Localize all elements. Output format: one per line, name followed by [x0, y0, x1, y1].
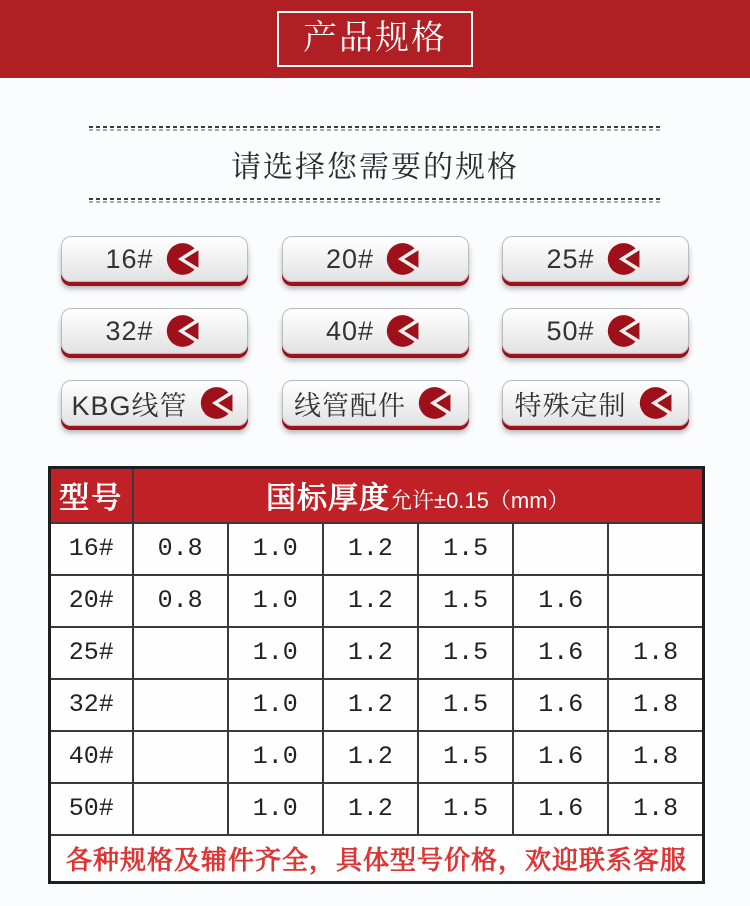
spec-button-label: 16# — [105, 243, 154, 274]
model-cell: 40# — [50, 731, 133, 783]
section-subtitle: 请选择您需要的规格 — [231, 151, 519, 184]
click-pie-icon — [386, 240, 424, 278]
thickness-cell — [608, 523, 703, 575]
banner — [0, 0, 750, 78]
thickness-cell: 1.6 — [513, 627, 608, 679]
thickness-header-title: 国标厚度 — [266, 482, 390, 516]
click-pie-icon — [607, 312, 645, 350]
spec-button-6[interactable] — [61, 380, 248, 426]
thickness-cell: 1.5 — [418, 575, 513, 627]
dash-row-light — [89, 201, 661, 203]
thickness-cell: 1.8 — [608, 783, 703, 835]
dash-row-light — [89, 129, 661, 131]
spec-button-label: 25# — [546, 243, 595, 274]
thickness-cell: 1.6 — [513, 679, 608, 731]
table-header-row — [50, 468, 704, 523]
thickness-cell: 1.2 — [323, 731, 418, 783]
thickness-cell: 1.6 — [513, 731, 608, 783]
thickness-cell: 0.8 — [133, 523, 228, 575]
spec-table — [48, 466, 705, 884]
table-row — [50, 679, 704, 731]
spec-button-2[interactable] — [502, 236, 689, 282]
click-pie-icon — [166, 312, 204, 350]
choose-section — [0, 126, 750, 203]
click-pie-icon — [200, 384, 238, 422]
thickness-cell: 1.0 — [228, 679, 323, 731]
thickness-cell: 1.2 — [323, 783, 418, 835]
model-cell: 20# — [50, 575, 133, 627]
spec-button-1[interactable] — [282, 236, 469, 282]
table-row — [50, 783, 704, 835]
click-pie-icon — [639, 384, 677, 422]
click-pie-icon — [607, 240, 645, 278]
thickness-cell — [133, 783, 228, 835]
thickness-cell: 1.5 — [418, 783, 513, 835]
spec-button-5[interactable] — [502, 308, 689, 354]
dash-row-dark — [89, 126, 661, 128]
spec-button-0[interactable] — [61, 236, 248, 282]
divider-dashed-bottom — [89, 198, 661, 203]
thickness-cell: 1.2 — [323, 679, 418, 731]
thickness-cell: 1.8 — [608, 627, 703, 679]
thickness-cell: 1.8 — [608, 731, 703, 783]
spec-button-label: 40# — [325, 315, 375, 346]
thickness-cell: 1.0 — [228, 731, 323, 783]
spec-button-3[interactable] — [61, 308, 248, 354]
table-row — [50, 523, 704, 575]
thickness-cell: 1.6 — [513, 783, 608, 835]
thickness-cell: 1.2 — [323, 575, 418, 627]
thickness-cell — [513, 523, 608, 575]
thickness-cell: 1.5 — [418, 523, 513, 575]
thickness-cell: 1.8 — [608, 679, 703, 731]
spec-button-label: 特殊定制 — [514, 390, 627, 421]
thickness-cell: 1.5 — [418, 679, 513, 731]
model-cell: 32# — [50, 679, 133, 731]
model-column-header: 型号 — [50, 468, 133, 523]
thickness-cell: 1.2 — [323, 523, 418, 575]
table-row — [50, 627, 704, 679]
thickness-cell: 1.2 — [323, 627, 418, 679]
thickness-cell: 1.6 — [513, 575, 608, 627]
table-note-row — [50, 835, 704, 883]
spec-button-grid — [0, 236, 750, 426]
thickness-cell — [608, 575, 703, 627]
thickness-header-tolerance: 允许±0.15（mm） — [390, 488, 570, 514]
thickness-cell: 1.5 — [418, 627, 513, 679]
click-pie-icon — [166, 240, 204, 278]
thickness-cell — [133, 679, 228, 731]
click-pie-icon — [418, 384, 456, 422]
spec-button-label: 50# — [546, 315, 595, 346]
spec-button-label: 线管配件 — [294, 390, 406, 421]
spec-button-8[interactable] — [502, 380, 689, 426]
divider-dashed-top — [89, 126, 661, 131]
table-row — [50, 575, 704, 627]
banner-title-box — [277, 11, 473, 68]
spec-button-label: KBG线管 — [71, 390, 188, 421]
thickness-cell: 1.0 — [228, 783, 323, 835]
thickness-cell — [133, 627, 228, 679]
model-cell: 16# — [50, 523, 133, 575]
table-row — [50, 731, 704, 783]
thickness-cell: 1.5 — [418, 731, 513, 783]
thickness-cell: 1.0 — [228, 523, 323, 575]
spec-button-7[interactable] — [282, 380, 469, 426]
spec-button-label: 20# — [325, 243, 375, 274]
thickness-cell: 0.8 — [133, 575, 228, 627]
click-pie-icon — [386, 312, 424, 350]
spec-button-4[interactable] — [282, 308, 469, 354]
page-title: 产品规格 — [303, 18, 447, 57]
spec-button-label: 32# — [105, 315, 154, 346]
dash-row-dark — [89, 198, 661, 200]
thickness-column-header — [133, 468, 704, 523]
model-cell: 50# — [50, 783, 133, 835]
model-cell: 25# — [50, 627, 133, 679]
thickness-cell — [133, 731, 228, 783]
contact-note: 各种规格及辅件齐全，具体型号价格，欢迎联系客服 — [50, 835, 704, 883]
thickness-cell: 1.0 — [228, 575, 323, 627]
thickness-cell: 1.0 — [228, 627, 323, 679]
